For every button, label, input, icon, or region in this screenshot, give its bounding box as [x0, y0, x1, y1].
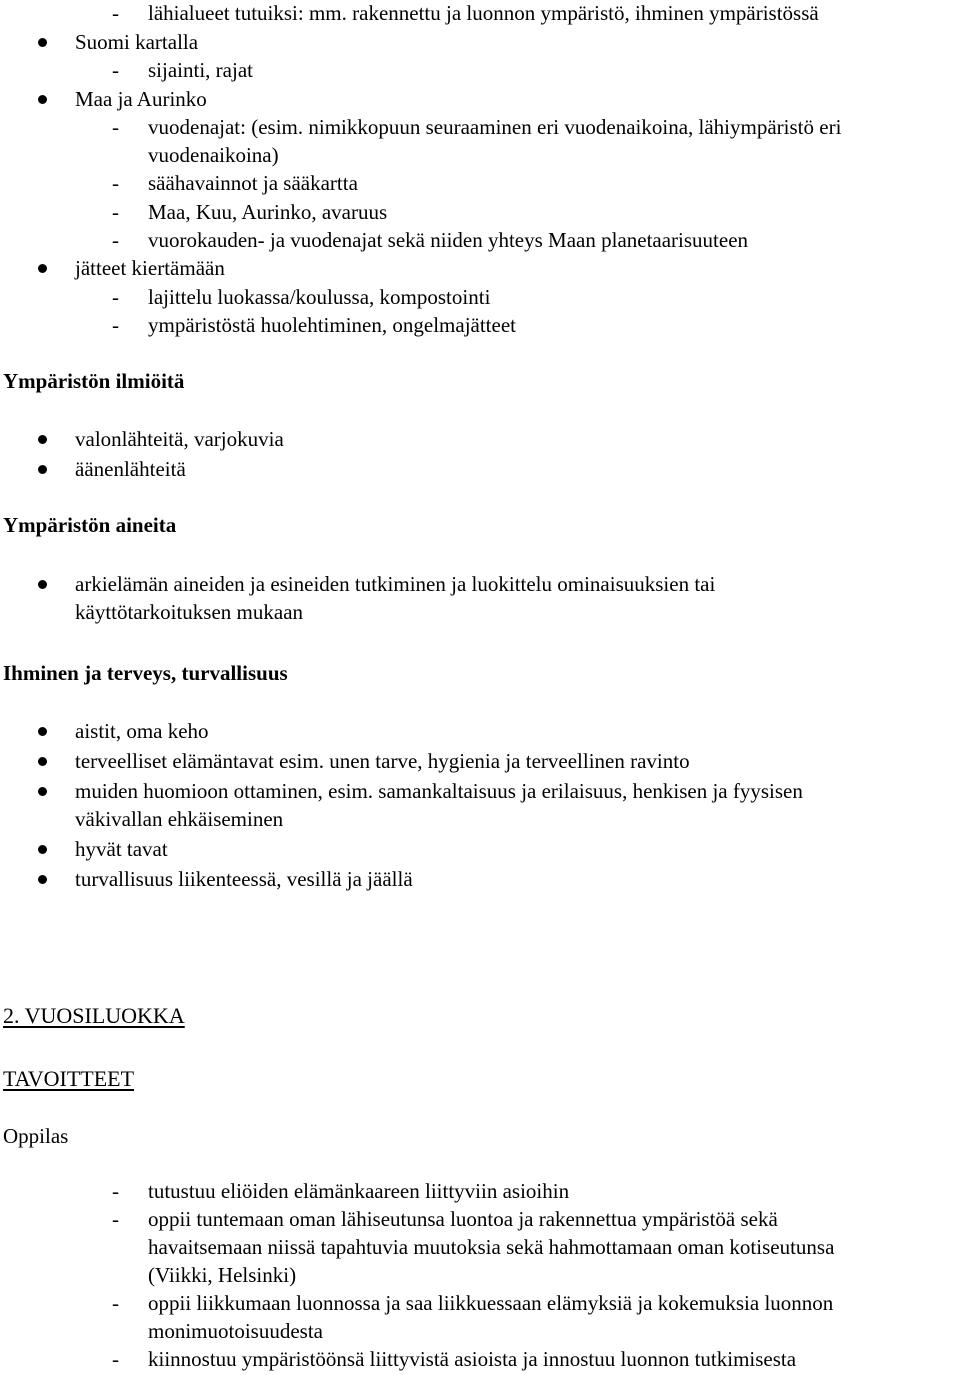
list-item-continuation: väkivallan ehkäiseminen	[75, 807, 284, 831]
bullet-icon	[38, 435, 47, 444]
sub-item: vuorokauden- ja vuodenajat sekä niiden yhteys Maan planetaarisuuteen	[148, 228, 749, 252]
dash-marker: -	[112, 58, 119, 82]
section-heading: Ympäristön ilmiöitä	[3, 369, 185, 393]
goal-item: oppii liikkumaan luonnossa ja saa liikkuessaan elämyksiä ja kokemuksia luonnon	[148, 1291, 834, 1315]
bullet-icon	[38, 465, 47, 474]
goal-item-continuation: monimuotoisuudesta	[148, 1319, 323, 1343]
dash-marker: -	[112, 171, 119, 195]
dash-marker: -	[112, 313, 119, 337]
goals-heading: TAVOITTEET	[3, 1066, 135, 1091]
goal-item: tutustuu eliöiden elämänkaareen liittyviin asioihin	[148, 1179, 570, 1203]
bullet-icon	[38, 38, 47, 47]
goal-item: kiinnostuu ympäristöönsä liittyvistä asioista ja innostuu luonnon tutkimisesta	[148, 1347, 797, 1371]
goal-item-continuation: havaitsemaan niissä tapahtuvia muutoksia sekä hahmottamaan oman kotiseutunsa	[148, 1235, 835, 1259]
grade-heading: 2. VUOSILUOKKA	[3, 1003, 185, 1028]
list-item: hyvät tavat	[75, 837, 168, 861]
list-item: terveelliset elämäntavat esim. unen tarve, hygienia ja terveellinen ravinto	[75, 749, 690, 773]
dash-marker: -	[112, 1207, 119, 1231]
section-heading: Ympäristön aineita	[3, 513, 177, 537]
list-item: aistit, oma keho	[75, 719, 209, 743]
section-heading: Ihminen ja terveys, turvallisuus	[3, 661, 288, 685]
dash-marker: -	[112, 1, 119, 25]
bullet-icon	[38, 845, 47, 854]
dash-marker: -	[112, 1347, 119, 1371]
student-label: Oppilas	[3, 1124, 69, 1148]
goal-item: oppii tuntemaan oman lähiseutunsa luontoa ja rakennettua ympäristöä sekä	[148, 1207, 778, 1231]
list-item: jätteet kiertämään	[75, 256, 225, 280]
sub-item: säähavainnot ja sääkartta	[148, 171, 358, 195]
list-item: valonlähteitä, varjokuvia	[75, 427, 284, 451]
dash-marker: -	[112, 1179, 119, 1203]
bullet-icon	[38, 264, 47, 273]
goal-item-continuation: (Viikki, Helsinki)	[148, 1263, 297, 1287]
dash-marker: -	[112, 200, 119, 224]
list-item: muiden huomioon ottaminen, esim. samankaltaisuus ja erilaisuus, henkisen ja fyysisen	[75, 779, 803, 803]
bullet-icon	[38, 727, 47, 736]
list-item: turvallisuus liikenteessä, vesillä ja jäällä	[75, 867, 413, 891]
list-item: Maa ja Aurinko	[75, 87, 207, 111]
list-item-continuation: käyttötarkoituksen mukaan	[75, 600, 304, 624]
list-item: äänenlähteitä	[75, 457, 186, 481]
sub-item: lajittelu luokassa/koulussa, kompostointi	[148, 285, 491, 309]
sub-item: vuodenajat: (esim. nimikkopuun seuraaminen eri vuodenaikoina, lähiympäristö eri	[148, 115, 842, 139]
bullet-icon	[38, 95, 47, 104]
dash-marker: -	[112, 228, 119, 252]
list-item: Suomi kartalla	[75, 30, 199, 54]
dash-marker: -	[112, 115, 119, 139]
list-item: arkielämän aineiden ja esineiden tutkiminen ja luokittelu ominaisuuksien tai	[75, 572, 716, 596]
bullet-icon	[38, 787, 47, 796]
sub-item: Maa, Kuu, Aurinko, avaruus	[148, 200, 388, 224]
sub-item: sijainti, rajat	[148, 58, 253, 82]
dash-marker: -	[112, 1291, 119, 1315]
dash-marker: -	[112, 285, 119, 309]
bullet-icon	[38, 875, 47, 884]
sub-item: lähialueet tutuiksi: mm. rakennettu ja luonnon ympäristö, ihminen ympäristössä	[148, 1, 819, 25]
bullet-icon	[38, 580, 47, 589]
bullet-icon	[38, 757, 47, 766]
sub-item: ympäristöstä huolehtiminen, ongelmajätteet	[148, 313, 516, 337]
sub-item-continuation: vuodenaikoina)	[148, 143, 279, 167]
